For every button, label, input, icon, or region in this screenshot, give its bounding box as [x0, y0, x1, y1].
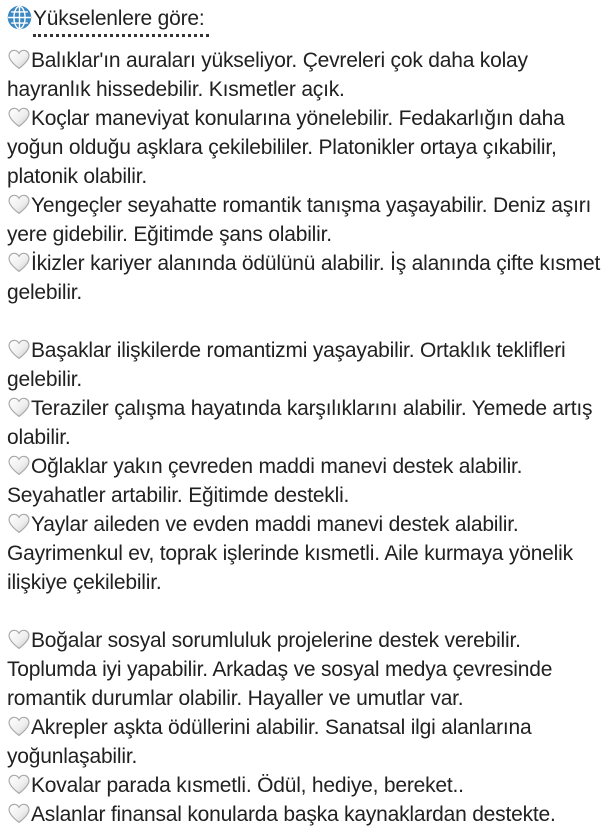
- paragraph-text: Teraziler çalışma hayatında karşılıklarını alabilir. Yemede artış olabilir.: [7, 397, 593, 449]
- paragraph-yaylar: [7, 510, 601, 597]
- white-heart-icon: [7, 629, 31, 650]
- white-heart-icon: [7, 716, 31, 737]
- paragraph-oglaklar: [7, 452, 601, 510]
- horoscope-group-3: [7, 626, 601, 829]
- paragraph-aslanlar: [7, 800, 601, 829]
- paragraph-text: Yaylar aileden ve evden maddi manevi destek alabilir. Gayrimenkul ev, toprak işlerinde kısmetli. Aile kurmaya yönelik ilişkiye çekilebilir.: [7, 513, 573, 594]
- white-heart-icon: [7, 194, 31, 215]
- globe-with-meridians-icon: [7, 5, 32, 30]
- paragraph-koclar: [7, 104, 601, 191]
- paragraph-text: Boğalar sosyal sorumluluk projelerine destek verebilir. Toplumda iyi yapabilir. Arkadaş ve sosyal medya çevresinde romantik durumlar olabilir. Hayaller ve umutlar var.: [7, 629, 553, 710]
- paragraph-bogalar: [7, 626, 601, 713]
- horoscope-group-1: [7, 46, 601, 307]
- paragraph-text: Yengeçler seyahatte romantik tanışma yaşayabilir. Deniz aşırı yere gidebilir. Eğitimde şans olabilir.: [7, 194, 592, 246]
- paragraph-akrepler: [7, 713, 601, 771]
- white-heart-icon: [7, 397, 31, 418]
- paragraph-baliklar: [7, 46, 601, 104]
- horoscope-group-2: [7, 336, 601, 597]
- white-heart-icon: [7, 252, 31, 273]
- white-heart-icon: [7, 107, 31, 128]
- paragraph-text: Oğlaklar yakın çevreden maddi manevi destek alabilir. Seyahatler artabilir. Eğitimde destekli.: [7, 455, 523, 507]
- paragraph-text: İkizler kariyer alanında ödülünü alabilir. İş alanında çifte kısmet gelebilir.: [7, 252, 601, 304]
- paragraph-teraziler: [7, 394, 601, 452]
- post-header: [7, 4, 601, 46]
- white-heart-icon: [7, 455, 31, 476]
- paragraph-text: Aslanlar finansal konularda başka kaynaklardan destekte.: [31, 803, 556, 826]
- white-heart-icon: [7, 49, 31, 70]
- paragraph-text: Kovalar parada kısmetli. Ödül, hediye, bereket..: [31, 774, 464, 797]
- paragraph-basaklar: [7, 336, 601, 394]
- paragraph-text: Balıklar'ın auraları yükseliyor. Çevreleri çok daha kolay hayranlık hissedebilir. Kısmetler açık.: [7, 49, 528, 101]
- paragraph-text: Koçlar maneviyat konularına yönelebilir. Fedakarlığın daha yoğun olduğu aşklara çekilebililer. Platonikler ortaya çıkabilir, platonik olabilir.: [7, 107, 565, 188]
- white-heart-icon: [7, 339, 31, 360]
- paragraph-text: Akrepler aşkta ödüllerini alabilir. Sanatsal ilgi alanlarına yoğunlaşabilir.: [7, 716, 532, 768]
- paragraph-ikizler: [7, 249, 601, 307]
- paragraph-text: Başaklar ilişkilerde romantizmi yaşayabilir. Ortaklık teklifleri gelebilir.: [7, 339, 566, 391]
- white-heart-icon: [7, 774, 31, 795]
- paragraph-kovalar: [7, 771, 601, 800]
- page-title: Yükselenlere göre:: [33, 4, 209, 37]
- paragraph-yengecler: [7, 191, 601, 249]
- white-heart-icon: [7, 513, 31, 534]
